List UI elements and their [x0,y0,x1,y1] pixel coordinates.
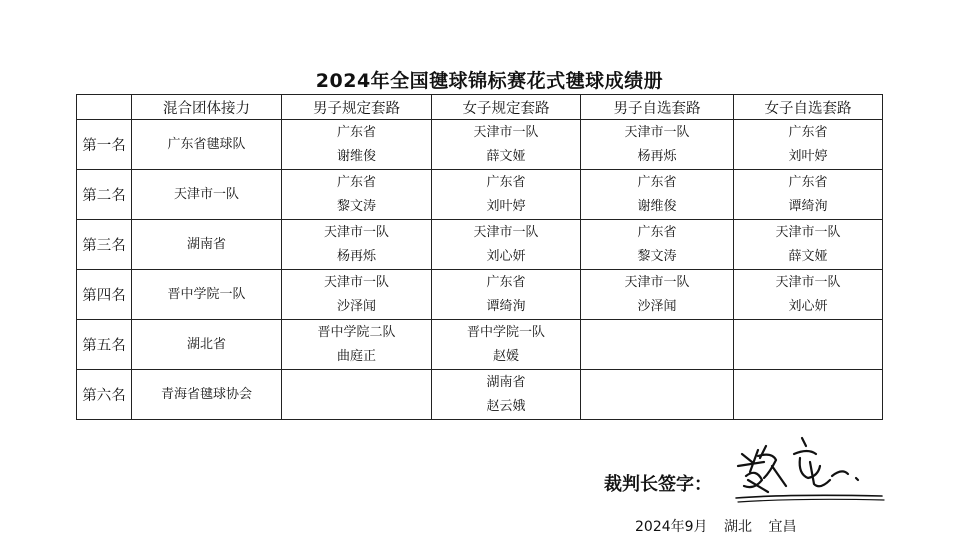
location-city: 宜昌 [768,519,797,535]
document-title: 2024年全国毽球锦标赛花式毽球成绩册 [315,70,664,92]
result-cell [132,170,282,220]
team-name: 广东省 [788,124,828,140]
table-row [77,270,883,320]
athlete-name: 杨再烁 [336,248,376,264]
column-header: 男子规定套路 [282,95,432,120]
team-name: 天津市一队 [323,274,389,290]
athlete-name: 刘心妍 [788,298,828,314]
athlete-name: 黎文涛 [637,248,677,264]
team-name: 天津市一队 [775,224,841,240]
rank-label: 第五名 [77,320,132,370]
team-name: 青海省毽球协会 [160,386,252,402]
result-cell [282,270,432,320]
result-cell [581,220,734,270]
result-cell [734,220,883,270]
team-name: 广东省 [336,124,376,140]
rank-label: 第二名 [77,170,132,220]
team-name: 晋中学院一队 [167,286,246,302]
athlete-name: 刘心妍 [486,248,526,264]
result-cell [282,170,432,220]
result-cell [432,120,581,170]
result-cell [581,370,734,420]
result-cell [734,370,883,420]
header-row [77,95,883,120]
result-cell [734,320,883,370]
column-header: 女子自选套路 [734,95,883,120]
team-name: 天津市一队 [173,186,239,202]
athlete-name: 谭绮洵 [486,298,526,314]
date-location [635,516,808,536]
athlete-name: 赵媛 [492,348,519,364]
table-row [77,170,883,220]
team-name: 广东省 [637,174,677,190]
team-name: 天津市一队 [473,224,539,240]
table-row [77,370,883,420]
result-cell [432,270,581,320]
team-name: 天津市一队 [624,124,690,140]
location-province: 湖北 [724,519,752,535]
rank-label: 第一名 [77,120,132,170]
result-cell [132,370,282,420]
signature-image [728,432,888,507]
team-name: 天津市一队 [775,274,841,290]
team-name: 广东省 [336,174,376,190]
result-cell [432,370,581,420]
result-cell [132,270,282,320]
signature-label: 裁判长签字： [604,474,712,495]
team-name: 湖南省 [486,374,526,390]
athlete-name: 刘叶婷 [486,198,526,214]
team-name: 广东省 [637,224,677,240]
team-name: 天津市一队 [624,274,690,290]
result-cell [132,220,282,270]
result-cell [432,320,581,370]
team-name: 湖南省 [186,236,226,252]
result-cell [282,120,432,170]
results-table [76,94,883,420]
result-cell [581,320,734,370]
athlete-name: 沙泽闻 [336,298,376,314]
team-name: 广东省 [788,174,828,190]
team-name: 天津市一队 [473,124,539,140]
result-cell [734,170,883,220]
team-name: 晋中学院二队 [317,324,396,340]
header-corner [77,95,132,120]
result-cell [132,120,282,170]
rank-label: 第四名 [77,270,132,320]
result-cell [581,270,734,320]
athlete-name: 谭绮洵 [788,198,828,214]
athlete-name: 黎文涛 [336,198,376,214]
result-cell [432,220,581,270]
athlete-name: 薛文娅 [788,248,828,264]
table-row [77,320,883,370]
result-cell [432,170,581,220]
date-text: 2024年9月 [635,519,708,535]
team-name: 晋中学院一队 [466,324,545,340]
column-header: 混合团体接力 [132,95,282,120]
result-cell [734,120,883,170]
result-cell [734,270,883,320]
result-cell [132,320,282,370]
result-cell [581,170,734,220]
team-name: 天津市一队 [323,224,389,240]
athlete-name: 薛文娅 [486,148,526,164]
result-cell [581,120,734,170]
team-name: 湖北省 [186,336,226,352]
table-row [77,220,883,270]
column-header: 女子规定套路 [432,95,581,120]
result-cell [282,220,432,270]
column-header: 男子自选套路 [581,95,734,120]
result-cell [282,320,432,370]
team-name: 广东省 [486,274,526,290]
athlete-name: 沙泽闻 [637,298,677,314]
athlete-name: 谢维俊 [637,198,677,214]
athlete-name: 谢维俊 [336,148,376,164]
team-name: 广东省毽球队 [167,136,246,152]
athlete-name: 赵云娥 [486,398,526,414]
table-row [77,120,883,170]
athlete-name: 刘叶婷 [788,148,828,164]
athlete-name: 曲庭正 [336,348,376,364]
team-name: 广东省 [486,174,526,190]
rank-label: 第六名 [77,370,132,420]
table-body [77,120,883,420]
rank-label: 第三名 [77,220,132,270]
result-cell [282,370,432,420]
athlete-name: 杨再烁 [637,148,677,164]
